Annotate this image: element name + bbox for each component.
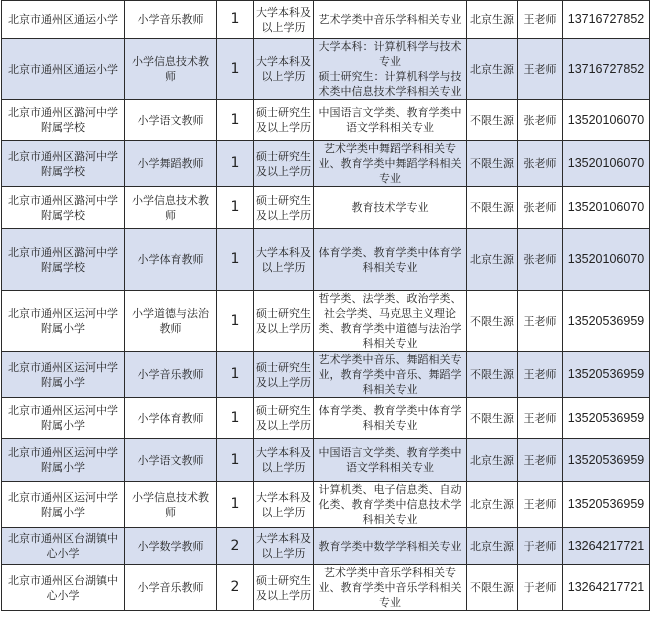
recruitment-table bbox=[1, 0, 650, 611]
count-cell: 1 bbox=[217, 398, 254, 439]
table-row bbox=[2, 141, 650, 187]
position-cell: 小学音乐教师 bbox=[125, 565, 217, 611]
major-cell: 教育学类中数学学科相关专业 bbox=[314, 528, 467, 565]
contact-cell: 王老师 bbox=[518, 39, 563, 100]
major-cell: 教育技术学专业 bbox=[314, 187, 467, 229]
contact-cell: 王老师 bbox=[518, 482, 563, 528]
school-cell: 北京市通州区台湖镇中心小学 bbox=[2, 528, 125, 565]
origin-cell: 北京生源 bbox=[467, 229, 518, 291]
education-cell: 硕士研究生及以上学历 bbox=[254, 565, 314, 611]
position-cell: 小学信息技术教师 bbox=[125, 482, 217, 528]
count-cell: 1 bbox=[217, 100, 254, 141]
school-cell: 北京市通州区潞河中学附属学校 bbox=[2, 187, 125, 229]
origin-cell: 北京生源 bbox=[467, 528, 518, 565]
education-cell: 硕士研究生及以上学历 bbox=[254, 141, 314, 187]
phone-cell: 13520536959 bbox=[563, 398, 650, 439]
school-cell: 北京市通州区运河中学附属小学 bbox=[2, 398, 125, 439]
education-cell: 硕士研究生及以上学历 bbox=[254, 291, 314, 352]
position-cell: 小学语文教师 bbox=[125, 439, 217, 482]
table-row bbox=[2, 291, 650, 352]
count-cell: 1 bbox=[217, 141, 254, 187]
count-cell: 1 bbox=[217, 439, 254, 482]
contact-cell: 王老师 bbox=[518, 352, 563, 398]
count-cell: 1 bbox=[217, 291, 254, 352]
education-cell: 硕士研究生及以上学历 bbox=[254, 398, 314, 439]
origin-cell: 北京生源 bbox=[467, 482, 518, 528]
origin-cell: 不限生源 bbox=[467, 565, 518, 611]
table-body bbox=[2, 1, 650, 611]
education-cell: 硕士研究生及以上学历 bbox=[254, 352, 314, 398]
education-cell: 硕士研究生及以上学历 bbox=[254, 100, 314, 141]
phone-cell: 13520536959 bbox=[563, 352, 650, 398]
origin-cell: 北京生源 bbox=[467, 39, 518, 100]
count-cell: 1 bbox=[217, 482, 254, 528]
contact-cell: 王老师 bbox=[518, 439, 563, 482]
table-row bbox=[2, 39, 650, 100]
contact-cell: 于老师 bbox=[518, 565, 563, 611]
count-cell: 2 bbox=[217, 528, 254, 565]
major-cell: 中国语言文学类、教育学类中语文学科相关专业 bbox=[314, 100, 467, 141]
position-cell: 小学体育教师 bbox=[125, 229, 217, 291]
major-cell: 艺术学类中音乐、舞蹈相关专业，教育学类中音乐、舞蹈学科相关专业 bbox=[314, 352, 467, 398]
origin-cell: 不限生源 bbox=[467, 352, 518, 398]
contact-cell: 王老师 bbox=[518, 398, 563, 439]
phone-cell: 13520536959 bbox=[563, 291, 650, 352]
position-cell: 小学语文教师 bbox=[125, 100, 217, 141]
phone-cell: 13520536959 bbox=[563, 439, 650, 482]
phone-cell: 13520536959 bbox=[563, 482, 650, 528]
phone-cell: 13716727852 bbox=[563, 1, 650, 39]
school-cell: 北京市通州区运河中学附属小学 bbox=[2, 482, 125, 528]
contact-cell: 张老师 bbox=[518, 187, 563, 229]
table-row bbox=[2, 229, 650, 291]
major-cell: 体育学类、教育学类中体育学科相关专业 bbox=[314, 398, 467, 439]
count-cell: 1 bbox=[217, 229, 254, 291]
phone-cell: 13520106070 bbox=[563, 100, 650, 141]
education-cell: 大学本科及以上学历 bbox=[254, 229, 314, 291]
education-cell: 大学本科及以上学历 bbox=[254, 528, 314, 565]
count-cell: 1 bbox=[217, 39, 254, 100]
school-cell: 北京市通州区通运小学 bbox=[2, 39, 125, 100]
count-cell: 1 bbox=[217, 352, 254, 398]
education-cell: 大学本科及以上学历 bbox=[254, 1, 314, 39]
position-cell: 小学体育教师 bbox=[125, 398, 217, 439]
major-cell: 艺术学类中舞蹈学科相关专业、教育学类中舞蹈学科相关专业 bbox=[314, 141, 467, 187]
position-cell: 小学数学教师 bbox=[125, 528, 217, 565]
education-cell: 硕士研究生及以上学历 bbox=[254, 187, 314, 229]
table-row bbox=[2, 528, 650, 565]
table-row bbox=[2, 565, 650, 611]
phone-cell: 13264217721 bbox=[563, 565, 650, 611]
education-cell: 大学本科及以上学历 bbox=[254, 482, 314, 528]
origin-cell: 不限生源 bbox=[467, 187, 518, 229]
origin-cell: 不限生源 bbox=[467, 100, 518, 141]
contact-cell: 张老师 bbox=[518, 141, 563, 187]
table-row bbox=[2, 352, 650, 398]
major-cell: 计算机类、电子信息类、自动化类、教育学类中信息技术学科相关专业 bbox=[314, 482, 467, 528]
education-cell: 大学本科及以上学历 bbox=[254, 39, 314, 100]
origin-cell: 不限生源 bbox=[467, 141, 518, 187]
school-cell: 北京市通州区潞河中学附属学校 bbox=[2, 229, 125, 291]
school-cell: 北京市通州区运河中学附属小学 bbox=[2, 352, 125, 398]
table-row bbox=[2, 398, 650, 439]
contact-cell: 张老师 bbox=[518, 100, 563, 141]
phone-cell: 13520106070 bbox=[563, 141, 650, 187]
position-cell: 小学道德与法治教师 bbox=[125, 291, 217, 352]
contact-cell: 于老师 bbox=[518, 528, 563, 565]
position-cell: 小学信息技术教师 bbox=[125, 39, 217, 100]
school-cell: 北京市通州区运河中学附属小学 bbox=[2, 291, 125, 352]
school-cell: 北京市通州区运河中学附属小学 bbox=[2, 439, 125, 482]
major-cell: 艺术学类中音乐学科相关专业 bbox=[314, 1, 467, 39]
major-cell: 大学本科：计算机科学与技术专业 硕士研究生：计算机科学与技术类中信息技术学科相关专业 bbox=[314, 39, 467, 100]
position-cell: 小学信息技术教师 bbox=[125, 187, 217, 229]
origin-cell: 北京生源 bbox=[467, 1, 518, 39]
count-cell: 1 bbox=[217, 187, 254, 229]
contact-cell: 张老师 bbox=[518, 229, 563, 291]
table-row bbox=[2, 100, 650, 141]
position-cell: 小学舞蹈教师 bbox=[125, 141, 217, 187]
major-cell: 艺术学类中音乐学科相关专业、教育学类中音乐学科相关专业 bbox=[314, 565, 467, 611]
origin-cell: 北京生源 bbox=[467, 439, 518, 482]
phone-cell: 13716727852 bbox=[563, 39, 650, 100]
table-row bbox=[2, 187, 650, 229]
phone-cell: 13520106070 bbox=[563, 187, 650, 229]
position-cell: 小学音乐教师 bbox=[125, 1, 217, 39]
table-row bbox=[2, 439, 650, 482]
school-cell: 北京市通州区潞河中学附属学校 bbox=[2, 141, 125, 187]
major-cell: 中国语言文学类、教育学类中语文学科相关专业 bbox=[314, 439, 467, 482]
count-cell: 1 bbox=[217, 1, 254, 39]
major-cell: 体育学类、教育学类中体育学科相关专业 bbox=[314, 229, 467, 291]
phone-cell: 13520106070 bbox=[563, 229, 650, 291]
table-row bbox=[2, 482, 650, 528]
phone-cell: 13264217721 bbox=[563, 528, 650, 565]
education-cell: 大学本科及以上学历 bbox=[254, 439, 314, 482]
contact-cell: 王老师 bbox=[518, 1, 563, 39]
table-row bbox=[2, 1, 650, 39]
major-cell: 哲学类、法学类、政治学类、社会学类、马克思主义理论类、教育学类中道德与法治学科相关专业 bbox=[314, 291, 467, 352]
school-cell: 北京市通州区台湖镇中心小学 bbox=[2, 565, 125, 611]
position-cell: 小学音乐教师 bbox=[125, 352, 217, 398]
school-cell: 北京市通州区通运小学 bbox=[2, 1, 125, 39]
school-cell: 北京市通州区潞河中学附属学校 bbox=[2, 100, 125, 141]
origin-cell: 不限生源 bbox=[467, 398, 518, 439]
origin-cell: 不限生源 bbox=[467, 291, 518, 352]
count-cell: 2 bbox=[217, 565, 254, 611]
contact-cell: 王老师 bbox=[518, 291, 563, 352]
